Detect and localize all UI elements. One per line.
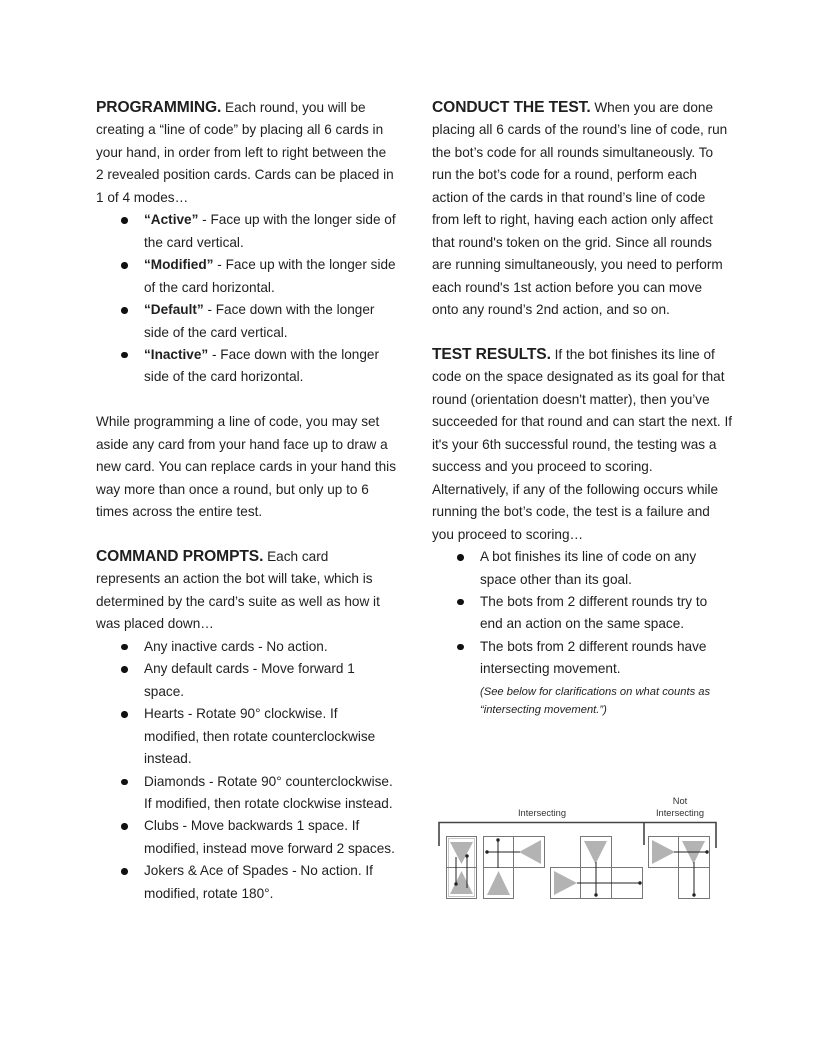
list-item-rule: Any default cards - Move forward 1 space. [144, 658, 396, 703]
bot-triangle-right [554, 871, 577, 895]
example-intersecting-3 [551, 837, 643, 899]
mode-list [96, 209, 396, 389]
results-text: If the bot finishes its line of code on the space designated as its goal for that round (orientation doesn't matter), then you’ve succeeded for that round and can start the next. If it's your 6th successful round, the testing was a success and you proceed to scoring. Alternatively, if any of the following occurs while running the bot’s code, the test is a failure and you proceed to scoring… [432, 346, 733, 542]
list-item-failure: The bots from 2 different rounds have intersecting movement. (See below for clarifications on what counts as “intersecting movement.”) [480, 636, 732, 719]
example-intersecting-1 [447, 837, 477, 899]
right-column [432, 97, 732, 719]
bot-triangle-left [519, 840, 541, 864]
command-rule-list [96, 636, 396, 905]
bot-triangle-down [584, 841, 607, 864]
label-not-intersecting-line2: Intersecting [655, 808, 705, 818]
list-item-mode-active: “Active” - Face up with the longer side of the card vertical. [144, 209, 396, 254]
list-item-rule: Clubs - Move backwards 1 space. If modified, instead move forward 2 spaces. [144, 815, 396, 860]
section-command-prompts [96, 546, 396, 905]
bot-triangle-up [487, 871, 510, 895]
label-not-intersecting-line1: Not [672, 796, 688, 806]
list-item-mode-modified: “Modified” - Face up with the longer side of the card horizontal. [144, 254, 396, 299]
bot-triangle-down [682, 841, 705, 864]
list-item-mode-default: “Default” - Face down with the longer side of the card vertical. [144, 299, 396, 344]
heading-programming: PROGRAMMING. [96, 99, 222, 116]
example-not-intersecting [649, 837, 710, 899]
replacing-text: While programming a line of code, you may set aside any card from your hand face up to draw a new card. You can replace cards in your hand this way more than once a round, but only up to 6 times across the entire test. [96, 414, 397, 520]
programming-intro: Each round, you will be creating a “line of code” by placing all 6 cards in your hand, in order from left to right between the 2 revealed position cards. Cards can be placed in 1 of 4 modes… [96, 100, 394, 205]
list-item-rule: Any inactive cards - No action. [144, 636, 396, 658]
bot-triangle-up [450, 871, 473, 894]
list-item-mode-inactive: “Inactive” - Face down with the longer side of the card horizontal. [144, 344, 396, 389]
bot-triangle-right [652, 840, 675, 864]
conduct-text: When you are done placing all 6 cards of the round’s line of code, run the bot’s code for all rounds simultaneously. To run the bot’s code for a round, perform each action of the cards in that round’s line of code from left to right, having each action only affect that round's token on the grid. Since all rounds are running simultaneously, you need to perform each round's 1st action before you can move onto any round’s 2nd action, and so on. [432, 100, 728, 318]
command-prompts-intro: Each card represents an action the bot will take, which is determined by the card’s suite as well as how it was placed down… [96, 549, 380, 632]
left-column [96, 97, 396, 905]
heading-command-prompts: COMMAND PROMPTS. [96, 548, 264, 566]
list-item-rule: Diamonds - Rotate 90° counterclockwise. If modified, then rotate clockwise instead. [144, 771, 396, 816]
failure-list [432, 546, 732, 719]
section-replacing-cards [96, 411, 396, 523]
list-item-rule: Jokers & Ace of Spades - No action. If modified, rotate 180°. [144, 860, 396, 905]
section-programming [96, 97, 396, 389]
bracket [439, 823, 716, 849]
section-test-results [432, 344, 732, 719]
list-item-failure: A bot finishes its line of code on any space other than its goal. [480, 546, 732, 591]
example-intersecting-2 [484, 837, 545, 899]
heading-test-results: TEST RESULTS. [432, 345, 551, 363]
list-item-rule: Hearts - Rotate 90° clockwise. If modified, then rotate counterclockwise instead. [144, 703, 396, 770]
list-item-failure: The bots from 2 different rounds try to end an action on the same space. [480, 591, 732, 636]
bot-triangle-down [450, 842, 473, 864]
section-conduct-test [432, 97, 732, 322]
heading-conduct-test: CONDUCT THE TEST. [432, 99, 591, 116]
label-intersecting: Intersecting [517, 808, 567, 818]
intersecting-note: (See below for clarifications on what counts as “intersecting movement.”) [480, 685, 711, 716]
